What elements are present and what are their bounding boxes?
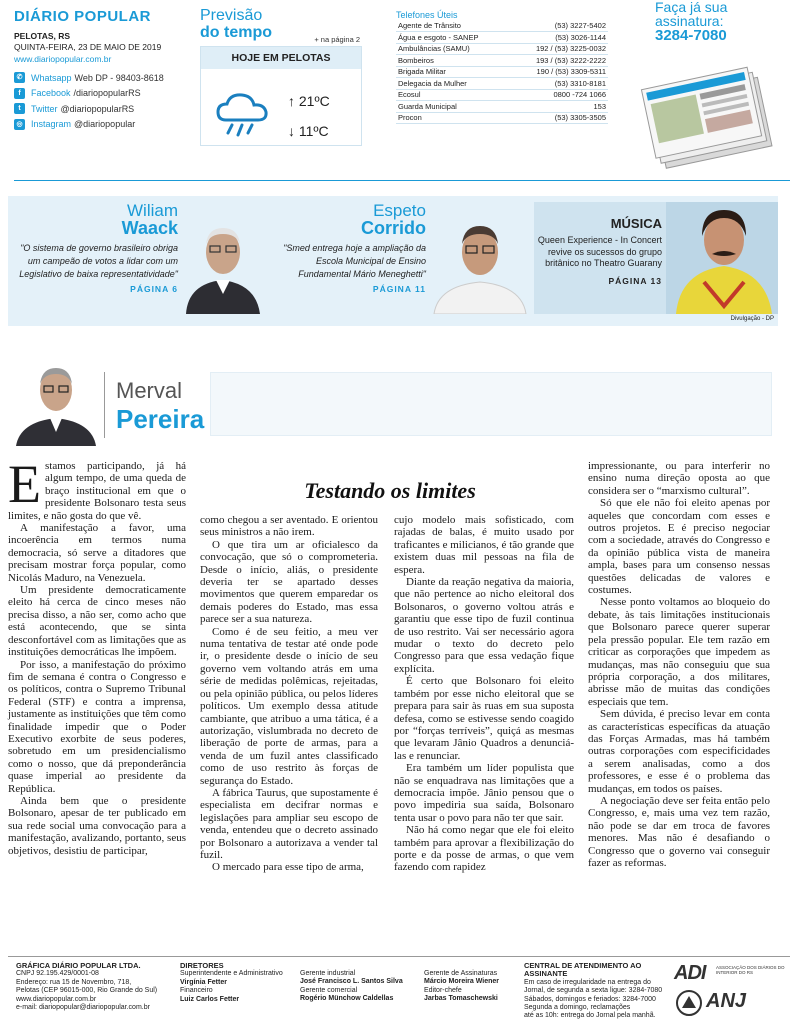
phone-name: Delegacia da Mulher	[396, 78, 509, 90]
phone-name: Brigada Militar	[396, 66, 509, 78]
promo-waack-quote: "O sistema de governo brasileiro obriga um campeão de votos a lidar com um Legislativo de baixa representatividade"	[19, 243, 178, 279]
whatsapp-icon: ✆	[14, 72, 25, 83]
adi-logo-sub: ASSOCIAÇÃO DOS DIÁRIOS DO INTERIOR DO RS	[716, 965, 785, 975]
manager-name: José Francisco L. Santos Silva	[300, 978, 403, 986]
phone-row	[396, 101, 608, 113]
phone-row	[396, 66, 608, 78]
paragraph: Um presidente democraticamente eleito há cerca de cinco meses não precisa disso, a não ser, como acho que está acontecendo, que se sinta desconfortável com as limitações que as instituições democráticas lhe impõem.	[8, 584, 186, 659]
author-divider	[104, 372, 105, 438]
weather-more: + na página 2	[314, 35, 360, 44]
queen-photo	[666, 202, 778, 314]
promo-musica-text: Queen Experience - In Concert revive os sucessos do grupo britânico no Theatro Guarany	[537, 235, 662, 268]
footer-divider	[8, 956, 790, 957]
promo-waack-first: Wiliam	[127, 201, 178, 220]
paragraph: Como é de seu feitio, a meu ver numa tentativa de testar até onde pode ir, o presidente desde o início de seu governo vem voltando atrás em uma série de medidas polêmicas, rejeitadas, ou pela opinião pública, ou pelos líderes políticos. Um exemplo dessa atitude cambiante, que atribuo a uma tática, é a autorização, vislumbrada no decreto de liberação de porte de armas, para a venda de um fuzil antes classificado como de uso restrito às forças de segurança do Estado.	[200, 625, 378, 787]
phone-number[interactable]: 0800 -724 1066	[509, 89, 608, 101]
city: PELOTAS, RS	[14, 31, 71, 41]
header-divider	[14, 180, 790, 181]
phone-number[interactable]: (53) 3310-8181	[509, 78, 608, 90]
arrow-down-icon: ↓	[288, 123, 295, 139]
phones-table	[396, 20, 608, 124]
weather-today: HOJE EM PELOTAS	[201, 47, 361, 69]
paragraph: Só que ele não foi eleito apenas por aqueles que concordam com esses e outros projetos. E é preciso negociar com a sociedade, através do Congresso e da opinião pública vista de maneira ampla, bases para um consenso nessas questões delicadas de valores e costumes.	[588, 497, 770, 597]
social-whatsapp[interactable]: ✆ Whatsapp Web DP - 98403-8618	[14, 70, 194, 86]
director-role: Superintendente e Administrativo	[180, 970, 283, 978]
phones-title: Telefones Úteis	[396, 10, 458, 20]
temp-min: ↓ 11ºC	[288, 123, 329, 139]
edition-date: QUINTA-FEIRA, 23 DE MAIO DE 2019	[14, 42, 162, 52]
photo-credit: Divulgação - DP	[730, 316, 774, 322]
article-col-3	[394, 514, 574, 874]
paragraph: Era também um líder populista que não se enquadrava nas limitações que a democracia impõe. Jânio pensou que o povo impediria sua saída, Bolsonaro tenta usar o povo para não ter que sair.	[394, 762, 574, 824]
article-col-1	[8, 454, 186, 857]
manager-name: Márcio Moreira Wiener	[424, 978, 500, 986]
phone-row	[396, 112, 608, 124]
newspaper-name: DIÁRIO POPULAR	[14, 8, 152, 25]
phone-row	[396, 20, 608, 32]
central-line: Em caso de irregularidade na entrega do	[524, 978, 651, 986]
waack-photo	[182, 214, 264, 314]
paragraph: cujo modelo mais sofisticado, com rajadas de balas, é muito usado por traficantes e milicianos, é tão grande que existem duas mil pessoas na fila de espera.	[394, 514, 574, 576]
paragraph: É certo que Bolsonaro foi eleito também por esse nicho eleitoral que se prepara para sair às ruas em sua suposta defesa, como se estivesse sendo coagido por “forças terríveis”, quiçá as mesmas que levaram Jânio Quadros a denunciá-las e renunciar.	[394, 675, 574, 762]
promo-musica[interactable]	[534, 202, 778, 314]
phone-number[interactable]: 190 / (53) 3309-5311	[509, 66, 608, 78]
social-list	[14, 70, 194, 132]
instagram-icon: ◎	[14, 119, 25, 130]
paragraph: A fábrica Taurus, que supostamente é especialista em decifrar normas e legislações para ampliar seu escopo de venda, entendeu que o decreto assinado por Bolsonaro a autorizava a vender tal fuzil.	[200, 786, 378, 861]
phone-number[interactable]: 193 / (53) 3222-2222	[509, 55, 608, 67]
paragraph: Nesse ponto voltamos ao bloqueio do debate, às tais limitações institucionais que Bolsonaro parece querer superar pela pressão popular. Ele tem razão em criticar as corporações que impedem as mudanças, mas não conseguiu que sua própria corporação, a dos militares, abrisse mão de muitas das condições especiais que tem.	[588, 596, 770, 708]
social-facebook[interactable]: f Facebook /diariopopularRS	[14, 86, 194, 102]
manager-role: Gerente industrial	[300, 970, 356, 977]
phone-name: Água e esgoto - SANEP	[396, 32, 509, 44]
promo-waack[interactable]	[8, 202, 178, 294]
central-line: Sábados, domingos e feriados: 3284-7000	[524, 995, 656, 1003]
central-line: Jornal, de segunda a sexta ligue: 3284-7080	[524, 987, 663, 995]
article-col-2	[200, 514, 378, 874]
footer-directors	[180, 962, 300, 1004]
central-title: CENTRAL DE ATENDIMENTO AO ASSINANTE	[524, 961, 642, 979]
anj-emblem-icon	[676, 990, 702, 1016]
manager-name: Rogério Münchow Caldellas	[300, 995, 394, 1003]
phone-name: Procon	[396, 112, 509, 124]
promo-musica-page: PÁGINA 13	[608, 275, 662, 286]
facebook-icon: f	[14, 88, 25, 99]
paragraph: Não há como negar que ele foi eleito também para aprovar a flexibilização do porte e da posse de armas, o que vem fazendo com rapidez	[394, 824, 574, 874]
espeto-photo	[432, 214, 528, 314]
promo-waack-last: Waack	[121, 218, 178, 238]
subscribe-line1: Faça já sua	[655, 0, 728, 15]
site-link[interactable]: www.diariopopular.com.br	[14, 54, 112, 64]
promo-strip	[8, 196, 778, 326]
masthead	[14, 8, 194, 132]
editor-name: Jarbas Tomaschewski	[424, 995, 498, 1003]
arrow-up-icon: ↑	[288, 93, 295, 109]
footer-company	[16, 962, 176, 1012]
promo-musica-title: MÚSICA	[610, 216, 662, 231]
weather-subtitle: do tempo	[200, 24, 272, 41]
paragraph: stamos participando, já há algum tempo, de uma queda de braço institucional em que o presidente Bolsonaro testa seus limites, e não gosta do que vê.	[8, 460, 186, 522]
manager-role: Gerente comercial	[300, 986, 358, 994]
author-last-name: Pereira	[116, 404, 205, 434]
author-first-name: Merval	[116, 378, 183, 403]
phone-number[interactable]: 192 / (53) 3225-0032	[509, 43, 608, 55]
subscribe-line2: assinatura:	[655, 13, 724, 29]
phone-row	[396, 43, 608, 55]
director-name: Luiz Carlos Fetter	[180, 995, 240, 1003]
directors-title: DIRETORES	[180, 961, 224, 970]
company-address: Endereço: rua 15 de Novembro, 718,	[16, 978, 132, 986]
company-email[interactable]: e-mail: diariopopular@diariopopular.com.br	[16, 1004, 150, 1012]
phone-number[interactable]: (53) 3305-3505	[509, 112, 608, 124]
promo-espeto-page: PÁGINA 11	[372, 284, 426, 294]
promo-espeto-quote: "Smed entrega hoje a ampliação da Escola Municipal de Ensino Fundamental Mário Meneghetti"	[283, 243, 426, 279]
paragraph: A manifestação a favor, uma incoerência em termos numa democracia, só serve a ditadores que precisam mostrar força popular, como Nicolás Maduro, na Venezuela.	[8, 522, 186, 584]
phone-name: Bombeiros	[396, 55, 509, 67]
central-line: até as 10h: entrega do Jornal pela manhã.	[524, 1012, 656, 1020]
weather-title: Previsão	[200, 7, 263, 24]
footer-editors	[424, 970, 524, 1004]
promo-waack-page: PÁGINA 6	[130, 284, 178, 294]
paragraph: A negociação deve ser feita então pelo Congresso, e, mais uma vez tem razão, não pode se dar em troca de favores menores. Mas não é desafiando o Congresso que o governo vai conseguir fazer as reformas.	[588, 794, 770, 869]
paragraph: Por isso, a manifestação do próximo fim de semana é contra o Congresso e os políticos, contra o Supremo Tribunal Federal (STF) e contra a imprensa, justamente as instituições que têm como finalidade impedir que o Poder Executivo exorbite de seus poderes, sobretudo em um presidencialismo como o nosso, que dá preponderância quase imperial ao presidente da República.	[8, 658, 186, 795]
useful-phones	[396, 10, 608, 124]
paragraph: O que tira um ar oficialesco da convocação, que só o comprometeria. Desde o início, aliás, o presidente deveria ter se apartado desses movimentos que querem emparedar os demais poderes do Estado, mas essa parece ser a sua natureza.	[200, 538, 378, 626]
company-cnpj: CNPJ 92.195.429/0001-08	[16, 970, 99, 978]
promo-espeto-last: Corrido	[361, 218, 426, 238]
author-banner-box	[210, 372, 772, 436]
article-col-4	[588, 460, 770, 869]
paragraph: O mercado para esse tipo de arma,	[212, 861, 364, 874]
paragraph: Diante da reação negativa da maioria, que não pertence ao nicho eleitoral dos Bolsonaros, o governo voltou atrás e garantiu que esse tipo de fuzil continua de uso restrito. Vai ser necessário agora mudar o texto do decreto pelo Congresso para que essa vedação fique explícita.	[394, 576, 574, 675]
anj-logo: ANJ	[706, 990, 747, 1012]
editor-role: Editor-chefe	[424, 986, 462, 994]
social-instagram[interactable]: ◎ Instagram @diariopopular	[14, 117, 194, 133]
author-photo	[14, 356, 98, 446]
weather-widget	[200, 8, 368, 146]
phone-number[interactable]: (53) 3026-1144	[509, 32, 608, 44]
social-twitter[interactable]: t Twitter @diariopopularRS	[14, 101, 194, 117]
subscribe-ad[interactable]	[655, 0, 795, 44]
footer-managers	[300, 970, 422, 1004]
twitter-icon: t	[14, 103, 25, 114]
dropcap: E	[8, 454, 41, 514]
director-role: Financeiro	[180, 987, 213, 995]
paragraph: impressionante, ou para interferir no ensino numa direção oposta ao que considera ser o “marxismo cultural”.	[588, 460, 770, 497]
phone-number[interactable]: (53) 3227-5402	[509, 20, 608, 32]
phone-row	[396, 89, 608, 101]
phone-row	[396, 55, 608, 67]
article-headline: Testando os limites	[304, 478, 476, 503]
paragraph: Sem dúvida, é preciso levar em conta as características específicas da atuação das Forças Armadas, mas há também outras corporações com especificidades a serem analisadas, como a dos professores, e esse é o problema das mudanças, em todos os países.	[588, 708, 770, 795]
promo-espeto[interactable]	[276, 202, 426, 294]
phone-name: Ecosul	[396, 89, 509, 101]
newspaper-stack-image	[640, 50, 780, 178]
phone-name: Ambulâncias (SAMU)	[396, 43, 509, 55]
director-name: Virgínia Fetter	[180, 978, 227, 986]
company-address-2: Pelotas (CEP 96015-000, Rio Grande do Sul)	[16, 987, 158, 995]
phone-number[interactable]: 153	[509, 101, 608, 113]
paragraph: como chegou a ser aventado. E orientou seus ministros a não irem.	[200, 514, 378, 539]
temp-max: ↑ 21ºC	[288, 93, 330, 109]
phone-name: Agente de Trânsito	[396, 20, 509, 32]
company-site[interactable]: www.diariopopular.com.br	[16, 995, 97, 1003]
paragraph: Ainda bem que o presidente Bolsonaro, apesar de ter publicado em sua rede social uma convocação para a manifestação, avalizando, portanto, seus objetivos, desistiu de participar,	[8, 794, 186, 857]
subscribe-phone: 3284-7080	[655, 27, 727, 44]
promo-espeto-first: Espeto	[373, 201, 426, 220]
central-line: Segunda a domingo, reclamações	[524, 1004, 631, 1012]
rain-cloud-icon	[214, 90, 274, 140]
phone-row	[396, 78, 608, 90]
phone-row	[396, 32, 608, 44]
weather-temps	[288, 86, 330, 146]
adi-logo: ADI	[674, 962, 706, 984]
company-name: GRÁFICA DIÁRIO POPULAR LTDA.	[16, 961, 141, 970]
footer-central	[524, 962, 670, 1021]
phone-name: Guarda Municipal	[396, 101, 509, 113]
manager-role: Gerente de Assinaturas	[424, 970, 498, 977]
association-logos	[672, 962, 792, 1020]
